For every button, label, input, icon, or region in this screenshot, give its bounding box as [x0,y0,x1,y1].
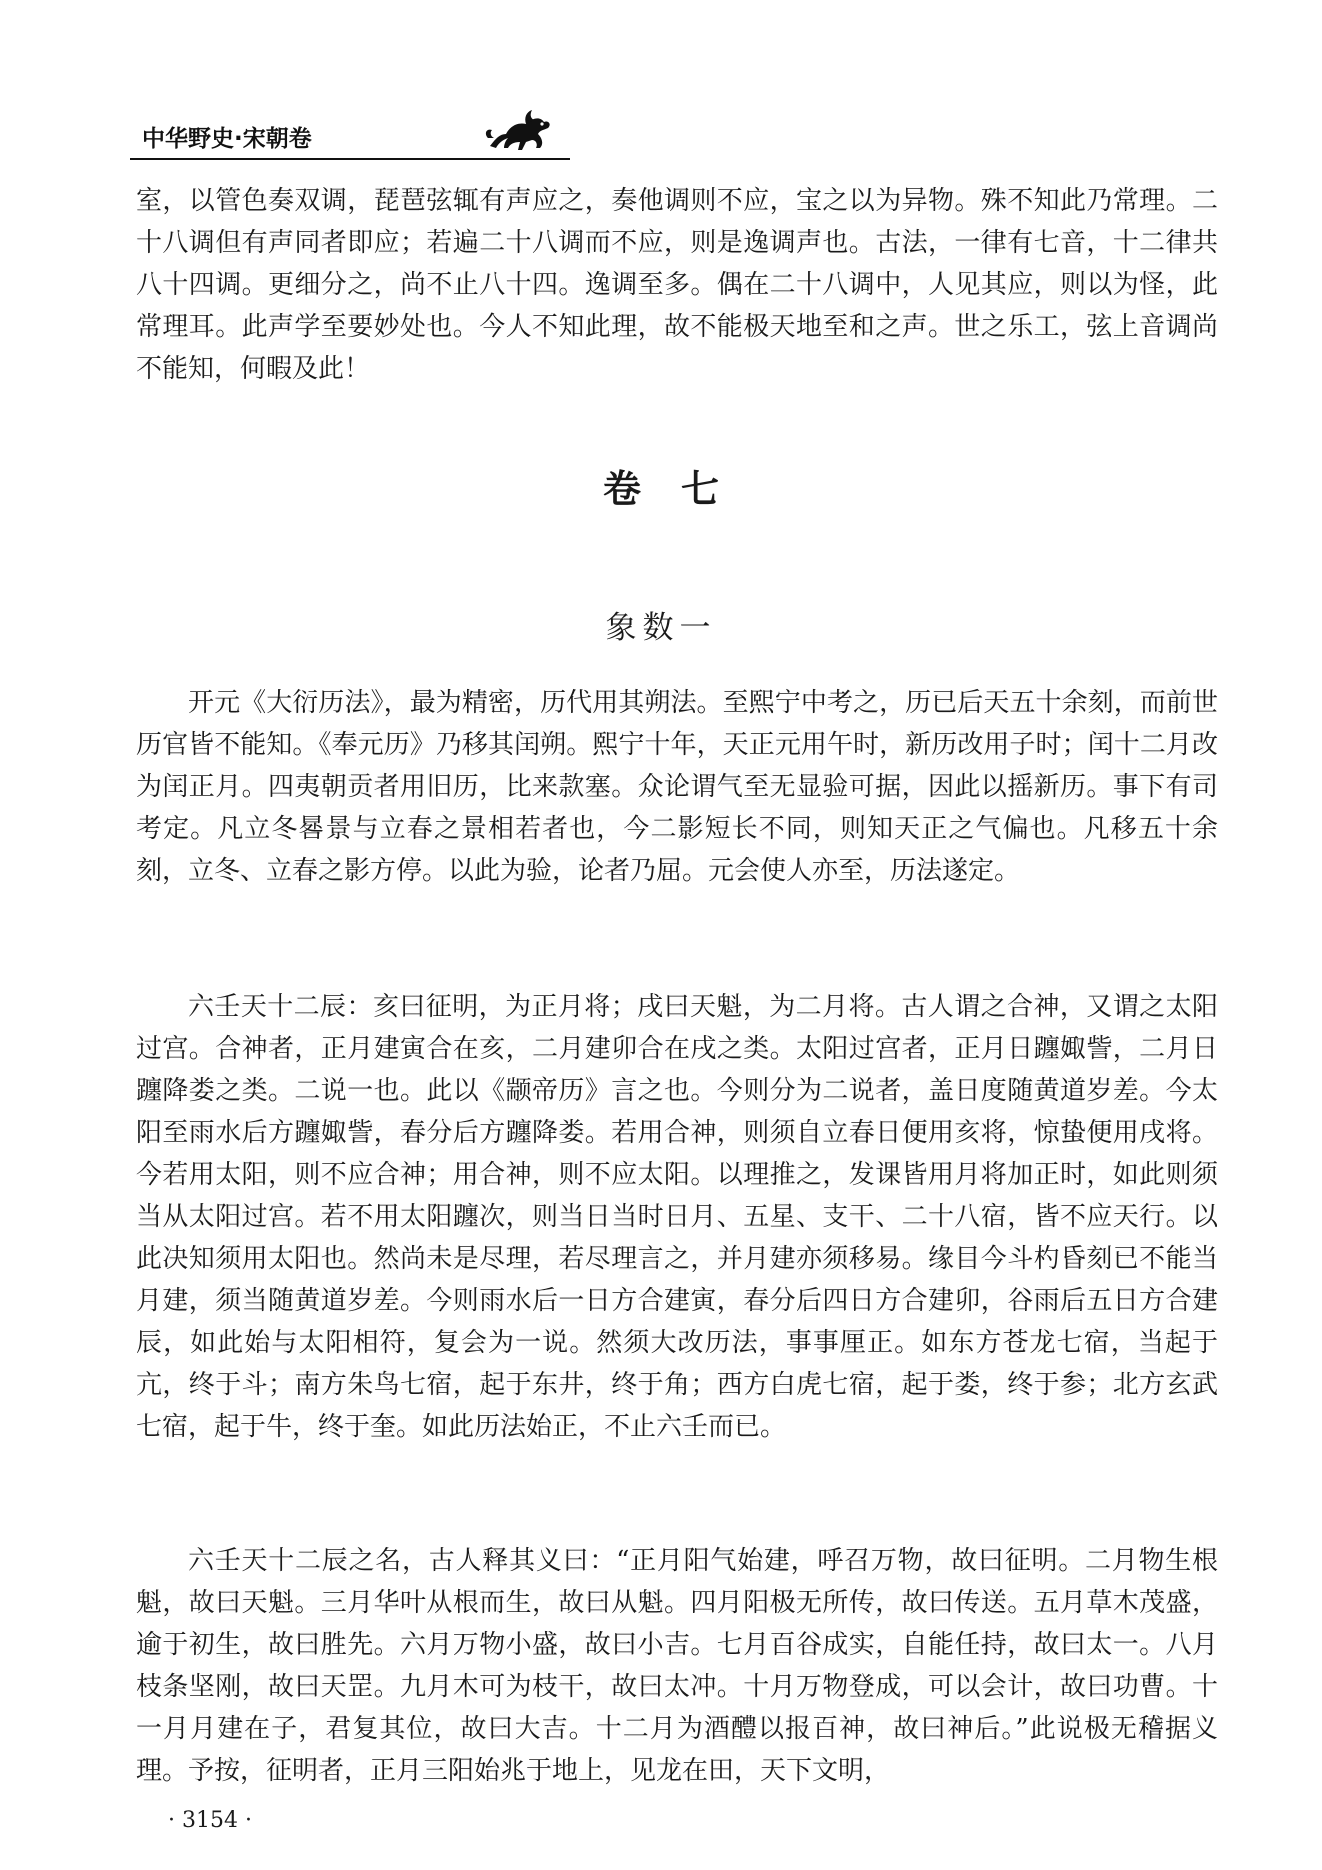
paragraph-3: 六壬天十二辰之名，古人释其义曰：“正月阳气始建，呼召万物，故曰征明。二月物生根魁，故曰天魁。三月华叶从根而生，故曰从魁。四月阳极无所传，故曰传送。五月草木茂盛，逾于初生，故曰胜先。六月万物小盛，故曰小吉。七月百谷成实，自能任持，故曰太一。八月枝条坚刚，故曰天罡。九月木可为枝干，故曰太冲。十月万物登成，可以会计，故曰功曹。十一月月建在子，君复其位，故曰大吉。十二月为酒醴以报百神，故曰神后。”此说极无稽据义理。予按，征明者，正月三阳始兆于地上，见龙在田，天下文明， [136,1546,1218,1786]
book-title: 中华野史·宋朝卷 [142,126,312,152]
page-number: · 3154 · [168,1808,252,1833]
continuation-paragraph: 室，以管色奏双调，琵琶弦辄有声应之，奏他调则不应，宝之以为异物。殊不知此乃常理。二十八调但有声同者即应；若遍二十八调而不应，则是逸调声也。古法，一律有七音，十二律共八十四调。更细分之，尚不止八十四。逸调至多。偶在二十八调中，人见其应，则以为怪，此常理耳。此声学至要妙处也。今人不知此理，故不能极天地至和之声。世之乐工，弦上音调尚不能知，何暇及此！ [136,186,1218,384]
mythical-beast-icon [482,108,554,154]
header-rule [130,158,570,160]
paragraph-2: 六壬天十二辰：亥曰征明，为正月将；戌曰天魁，为二月将。古人谓之合神，又谓之太阳过宫。合神者，正月建寅合在亥，二月建卯合在戌之类。太阳过宫者，正月日躔娵訾，二月日躔降娄之类。二说一也。此以《颛帝历》言之也。今则分为二说者，盖日度随黄道岁差。今太阳至雨水后方躔娵訾，春分后方躔降娄。若用合神，则须自立春日便用亥将，惊蛰便用戌将。今若用太阳，则不应合神；用合神，则不应太阳。以理推之，发课皆用月将加正时，如此则须当从太阳过宫。若不用太阳躔次，则当日当时日月、五星、支干、二十八宿，皆不应天行。以此决知须用太阳也。然尚未是尽理，若尽理言之，并月建亦须移易。缘目今斗杓昏刻已不能当月建，须当随黄道岁差。今则雨水后一日方合建寅，春分后四日方合建卯，谷雨后五日方合建辰，如此始与太阳相符，复会为一说。然须大改历法，事事厘正。如东方苍龙七宿，当起于亢，终于斗；南方朱鸟七宿，起于东井，终于角；西方白虎七宿，起于娄，终于参；北方玄武七宿，起于牛，终于奎。如此历法始正，不止六壬而已。 [136,992,1218,1442]
paragraph-1: 开元《大衍历法》，最为精密，历代用其朔法。至熙宁中考之，历已后天五十余刻，而前世历官皆不能知。《奉元历》乃移其闰朔。熙宁十年，天正元用午时，新历改用子时；闰十二月改为闰正月。四夷朝贡者用旧历，比来款塞。众论谓气至无显验可据，因此以摇新历。事下有司考定。凡立冬晷景与立春之景相若者也，今二影短长不同，则知天正之气偏也。凡移五十余刻，立冬、立春之影方停。以此为验，论者乃屈。元会使人亦至，历法遂定。 [136,688,1218,886]
chapter-title: 卷七 [602,466,759,511]
running-header [130,108,570,158]
section-title: 象数一 [605,610,717,646]
